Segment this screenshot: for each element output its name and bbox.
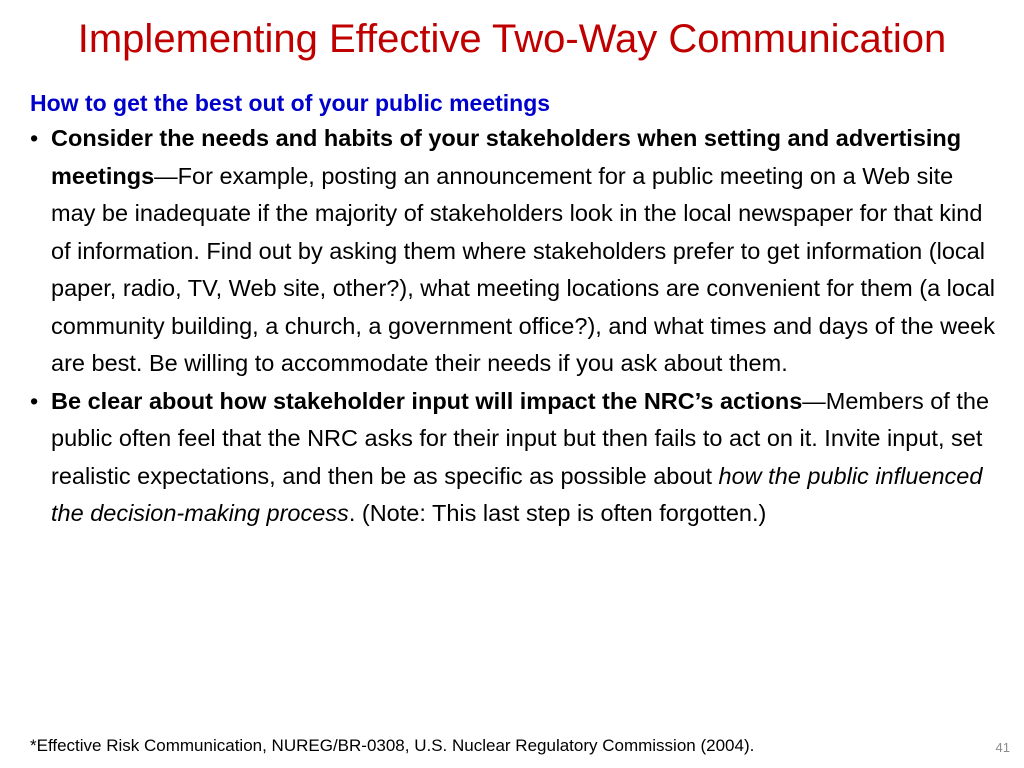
page-number: 41 xyxy=(995,740,1010,755)
bullet-item-stakeholder-needs xyxy=(30,120,995,383)
bullet-body-end: . (Note: This last step is often forgotten.) xyxy=(348,500,767,526)
bullet-emphasis: how the public influenced the decision-making process xyxy=(51,462,983,526)
bullet-body: For example, posting an announcement for a public meeting on a Web site may be inadequate if the majority of stakeholders look in the local newspaper for that kind of information. Find out by asking them where stakeholders prefer to get information (local paper, radio, TV, Web site, other?), what meeting locations are convenient for them (a local community building, a church, a government office?), and what times and days of the week are best. Be willing to accommodate their needs if you ask about them. xyxy=(51,162,996,376)
bullet-item-stakeholder-input xyxy=(30,383,995,533)
slide-subtitle: How to get the best out of your public meetings xyxy=(30,90,551,116)
bullet-dot-icon: • xyxy=(30,125,39,151)
em-dash: — xyxy=(802,387,826,414)
slide-title: Implementing Effective Two-Way Communication xyxy=(77,17,947,61)
bullet-dot-icon: • xyxy=(30,387,39,414)
bullet-heading: Be clear about how stakeholder input will impact the NRC’s actions xyxy=(51,387,803,414)
bullet-list xyxy=(30,120,995,533)
bullet-heading: Consider the needs and habits of your stakeholders when setting and advertising meetings xyxy=(51,125,962,189)
bullet-body: Members of the public often feel that the NRC asks for their input but then fails to act on it. Invite input, set realistic expectations, and then be as specific as possible about xyxy=(51,387,990,489)
slide-content xyxy=(30,86,995,533)
footnote-citation: *Effective Risk Communication, NUREG/BR-0308, U.S. Nuclear Regulatory Commission (2004). xyxy=(30,736,755,755)
em-dash: — xyxy=(154,162,178,189)
